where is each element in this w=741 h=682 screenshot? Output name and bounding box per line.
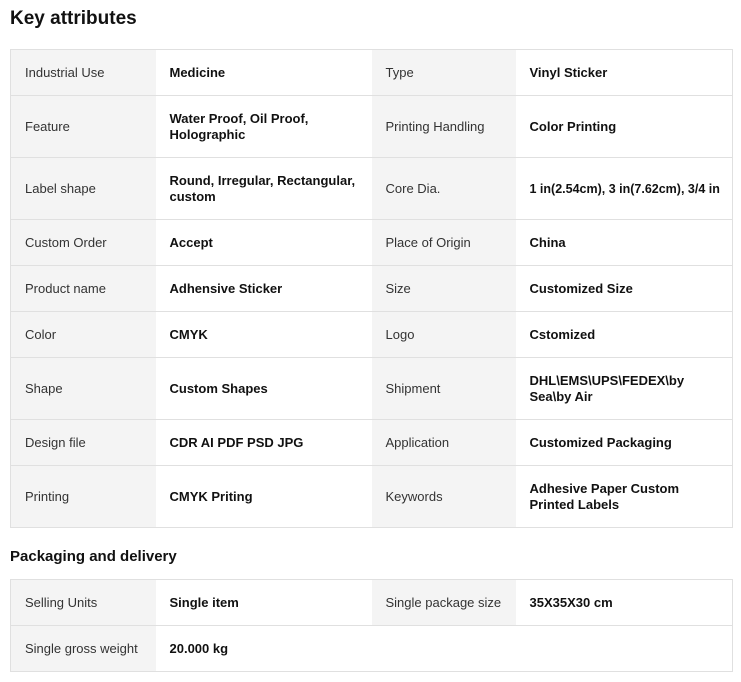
attribute-row (11, 158, 733, 220)
attribute-value: Customized Packaging (516, 420, 733, 466)
attribute-value: Medicine (156, 50, 372, 96)
attribute-label: Core Dia. (372, 158, 516, 220)
key-attributes-title: Key attributes (10, 8, 137, 29)
attribute-value: CMYK Priting (156, 466, 372, 528)
attribute-label: Feature (11, 96, 156, 158)
attribute-label: Color (11, 312, 156, 358)
attribute-value: Custom Shapes (156, 358, 372, 420)
attribute-value: 1 in(2.54cm), 3 in(7.62cm), 3/4 in (516, 158, 733, 220)
attribute-label: Label shape (11, 158, 156, 220)
attribute-label: Single gross weight (11, 626, 156, 672)
attribute-row (11, 312, 733, 358)
attribute-value: 20.000 kg (156, 626, 372, 672)
attribute-value: Vinyl Sticker (516, 50, 733, 96)
attribute-value: China (516, 220, 733, 266)
attribute-value: CDR AI PDF PSD JPG (156, 420, 372, 466)
attribute-value: Customized Size (516, 266, 733, 312)
attribute-value: Round, Irregular, Rectangular, custom (156, 158, 372, 220)
attribute-value: Cstomized (516, 312, 733, 358)
key-attributes-table (10, 49, 733, 528)
attribute-label: Selling Units (11, 580, 156, 626)
attribute-value: Water Proof, Oil Proof, Holographic (156, 96, 372, 158)
attribute-label: Design file (11, 420, 156, 466)
attribute-label: Application (372, 420, 516, 466)
attribute-value: Accept (156, 220, 372, 266)
packaging-delivery-title: Packaging and delivery (10, 548, 177, 565)
attribute-row (11, 580, 733, 626)
attribute-label: Single package size (372, 580, 516, 626)
attribute-label: Shape (11, 358, 156, 420)
attribute-label: Printing Handling (372, 96, 516, 158)
attribute-label: Place of Origin (372, 220, 516, 266)
attribute-value: Color Printing (516, 96, 733, 158)
attribute-label: Custom Order (11, 220, 156, 266)
attribute-value: CMYK (156, 312, 372, 358)
attribute-label: Keywords (372, 466, 516, 528)
attribute-row (11, 220, 733, 266)
attribute-value: DHL\EMS\UPS\FEDEX\by Sea\by Air (516, 358, 733, 420)
attribute-value: 35X35X30 cm (516, 580, 733, 626)
attribute-label: Printing (11, 466, 156, 528)
attribute-value: Adhensive Sticker (156, 266, 372, 312)
attribute-value: Adhesive Paper Custom Printed Labels (516, 466, 733, 528)
attribute-row (11, 466, 733, 528)
attribute-label: Product name (11, 266, 156, 312)
empty-cell (516, 626, 733, 672)
attribute-row (11, 626, 733, 672)
attribute-label: Industrial Use (11, 50, 156, 96)
empty-cell (372, 626, 516, 672)
attribute-label: Shipment (372, 358, 516, 420)
attribute-row (11, 420, 733, 466)
attribute-value: Single item (156, 580, 372, 626)
attribute-label: Type (372, 50, 516, 96)
attribute-row (11, 50, 733, 96)
attribute-row (11, 266, 733, 312)
attribute-label: Logo (372, 312, 516, 358)
attribute-row (11, 358, 733, 420)
attribute-label: Size (372, 266, 516, 312)
attribute-row (11, 96, 733, 158)
packaging-delivery-table (10, 579, 733, 672)
